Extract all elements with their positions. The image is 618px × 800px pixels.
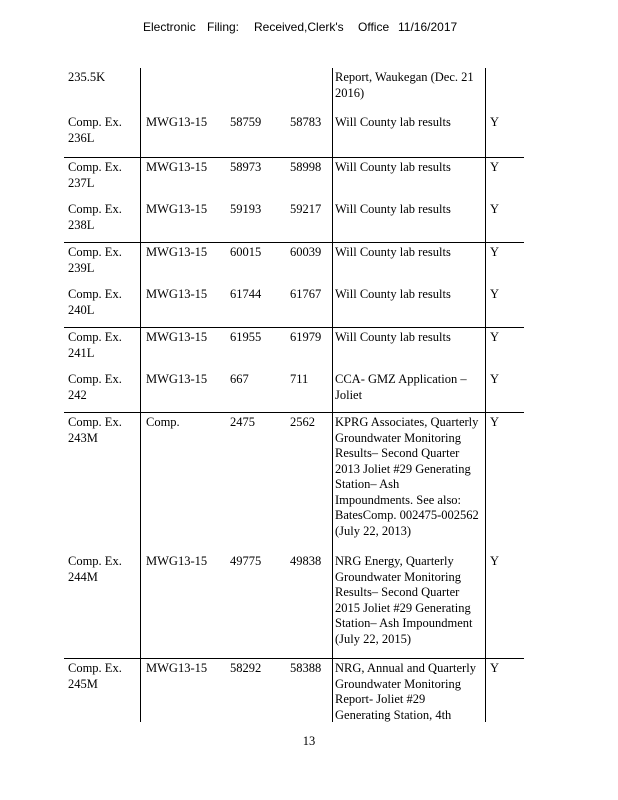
start-page-cell: 61955 [230,330,262,344]
header-filing: Filing: [207,20,240,34]
exhibit-cell: Comp. Ex. 245M [68,661,122,691]
exhibit-cell: Comp. Ex. 240L [68,287,122,317]
header-office: Office [358,20,390,34]
source-cell: MWG13-15 [146,115,208,129]
header-electronic: Electronic [143,20,196,34]
description-cell: CCA- GMZ Application – Joliet [335,372,467,402]
end-page-cell: 58998 [290,160,322,174]
end-page-cell: 58783 [290,115,322,129]
description-cell: Will County lab results [335,115,451,129]
description-cell: NRG, Annual and Quarterly Groundwater Monitoring Report- Joliet #29 Generating Station, 4th [335,661,476,722]
source-cell: MWG13-15 [146,245,208,259]
header-received-clerks: Received,Clerk's [254,20,344,34]
flag-cell: Y [490,661,500,675]
start-page-cell: 60015 [230,245,262,259]
description-cell: Will County lab results [335,330,451,344]
source-cell: MWG13-15 [146,287,208,301]
end-page-cell: 58388 [290,661,322,675]
exhibit-cell: Comp. Ex. 239L [68,245,122,275]
start-page-cell: 2475 [230,415,255,429]
flag-cell: Y [490,202,500,216]
exhibit-cell: Comp. Ex. 241L [68,330,122,360]
flag-cell: Y [490,160,500,174]
source-cell: MWG13-15 [146,330,208,344]
exhibit-cell: Comp. Ex. 237L [68,160,122,190]
flag-cell: Y [490,554,500,568]
description-cell: NRG Energy, Quarterly Groundwater Monitoring Results– Second Quarter 2015 Joliet #29 Generating Station– Ash Impoundment (July 22, 2015) [335,554,473,646]
table-row [64,242,524,275]
source-cell: MWG13-15 [146,372,208,386]
description-cell: KPRG Associates, Quarterly Groundwater Monitoring Results– Second Quarter 2013 Joliet #29 Generating Station– Ash Impoundments. See also: BatesComp. 002475-002562 (July 22, 2013) [335,415,479,538]
start-page-cell: 59193 [230,202,262,216]
start-page-cell: 58759 [230,115,262,129]
exhibit-cell: Comp. Ex. 243M [68,415,122,445]
end-page-cell: 59217 [290,202,322,216]
table-row [64,157,524,190]
flag-cell: Y [490,115,500,129]
description-cell: Will County lab results [335,202,451,216]
start-page-cell: 49775 [230,554,262,568]
flag-cell: Y [490,287,500,301]
table-row [64,412,524,538]
end-page-cell: 60039 [290,245,322,259]
start-page-cell: 58973 [230,160,262,174]
header-date: 11/16/2017 [398,20,458,34]
end-page-cell: 711 [290,372,309,386]
exhibit-cell: 235.5K [68,70,106,84]
exhibit-cell: Comp. Ex. 242 [68,372,122,402]
page-number: 13 [302,734,316,748]
flag-cell: Y [490,245,500,259]
exhibit-cell: Comp. Ex. 238L [68,202,122,232]
source-cell: MWG13-15 [146,554,208,568]
source-cell: Comp. [146,415,180,429]
description-cell: Will County lab results [335,245,451,259]
flag-cell: Y [490,330,500,344]
flag-cell: Y [490,415,500,429]
start-page-cell: 667 [230,372,249,386]
column-divider [332,68,333,722]
flag-cell: Y [490,372,500,386]
start-page-cell: 58292 [230,661,262,675]
column-divider [140,68,141,722]
table-row [64,327,524,360]
exhibit-cell: Comp. Ex. 236L [68,115,122,145]
end-page-cell: 61767 [290,287,322,301]
description-cell: Will County lab results [335,287,451,301]
description-cell: Will County lab results [335,160,451,174]
end-page-cell: 61979 [290,330,322,344]
end-page-cell: 49838 [290,554,322,568]
start-page-cell: 61744 [230,287,262,301]
source-cell: MWG13-15 [146,202,208,216]
description-cell: Report, Waukegan (Dec. 21 2016) [335,70,474,100]
end-page-cell: 2562 [290,415,315,429]
source-cell: MWG13-15 [146,160,208,174]
table-row [64,658,524,722]
source-cell: MWG13-15 [146,661,208,675]
exhibit-cell: Comp. Ex. 244M [68,554,122,584]
